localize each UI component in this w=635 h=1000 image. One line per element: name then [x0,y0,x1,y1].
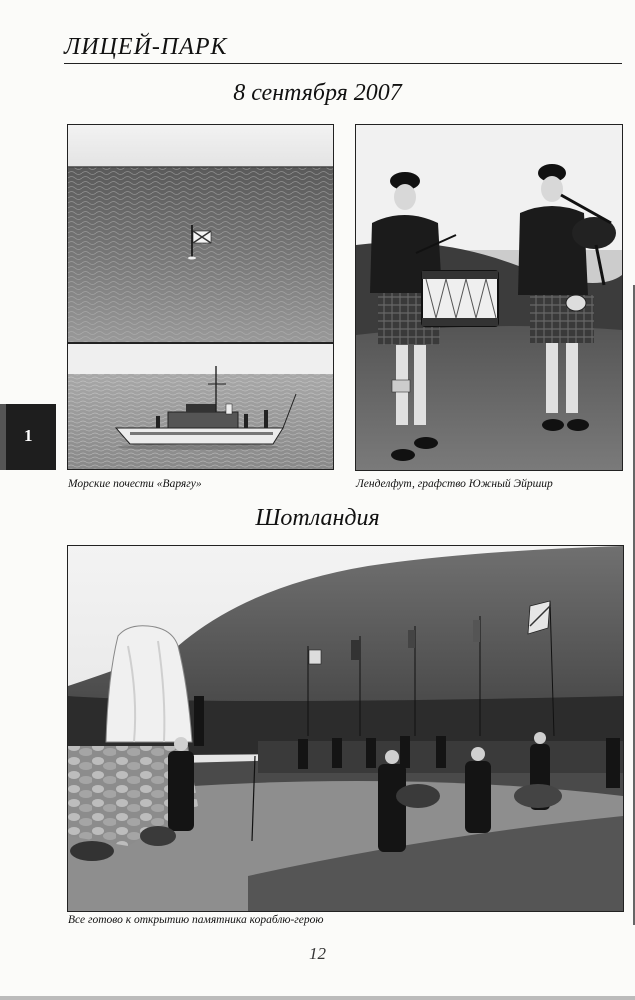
date-heading: 8 сентября 2007 [233,80,402,106]
page-number: 12 [309,944,326,963]
running-header: ЛИЦЕЙ-ПАРК [64,34,228,60]
caption-naval-honours: Морские почести «Варягу» [68,478,202,490]
photo-boat [67,343,334,470]
photo-drummer-piper [355,124,623,471]
page-bottom-edge [0,996,635,1000]
photo-sea-flag [67,124,334,343]
header-rule [64,63,622,64]
photo-monument-ceremony [67,545,624,912]
chapter-tab [0,404,56,470]
caption-lendalfoot: Ленделфут, графство Южный Эйршир [356,478,553,490]
chapter-tab-number: 1 [24,426,33,445]
section-heading: Шотландия [255,505,380,531]
caption-monument: Все готово к открытию памятника кораблю-герою [68,914,324,926]
